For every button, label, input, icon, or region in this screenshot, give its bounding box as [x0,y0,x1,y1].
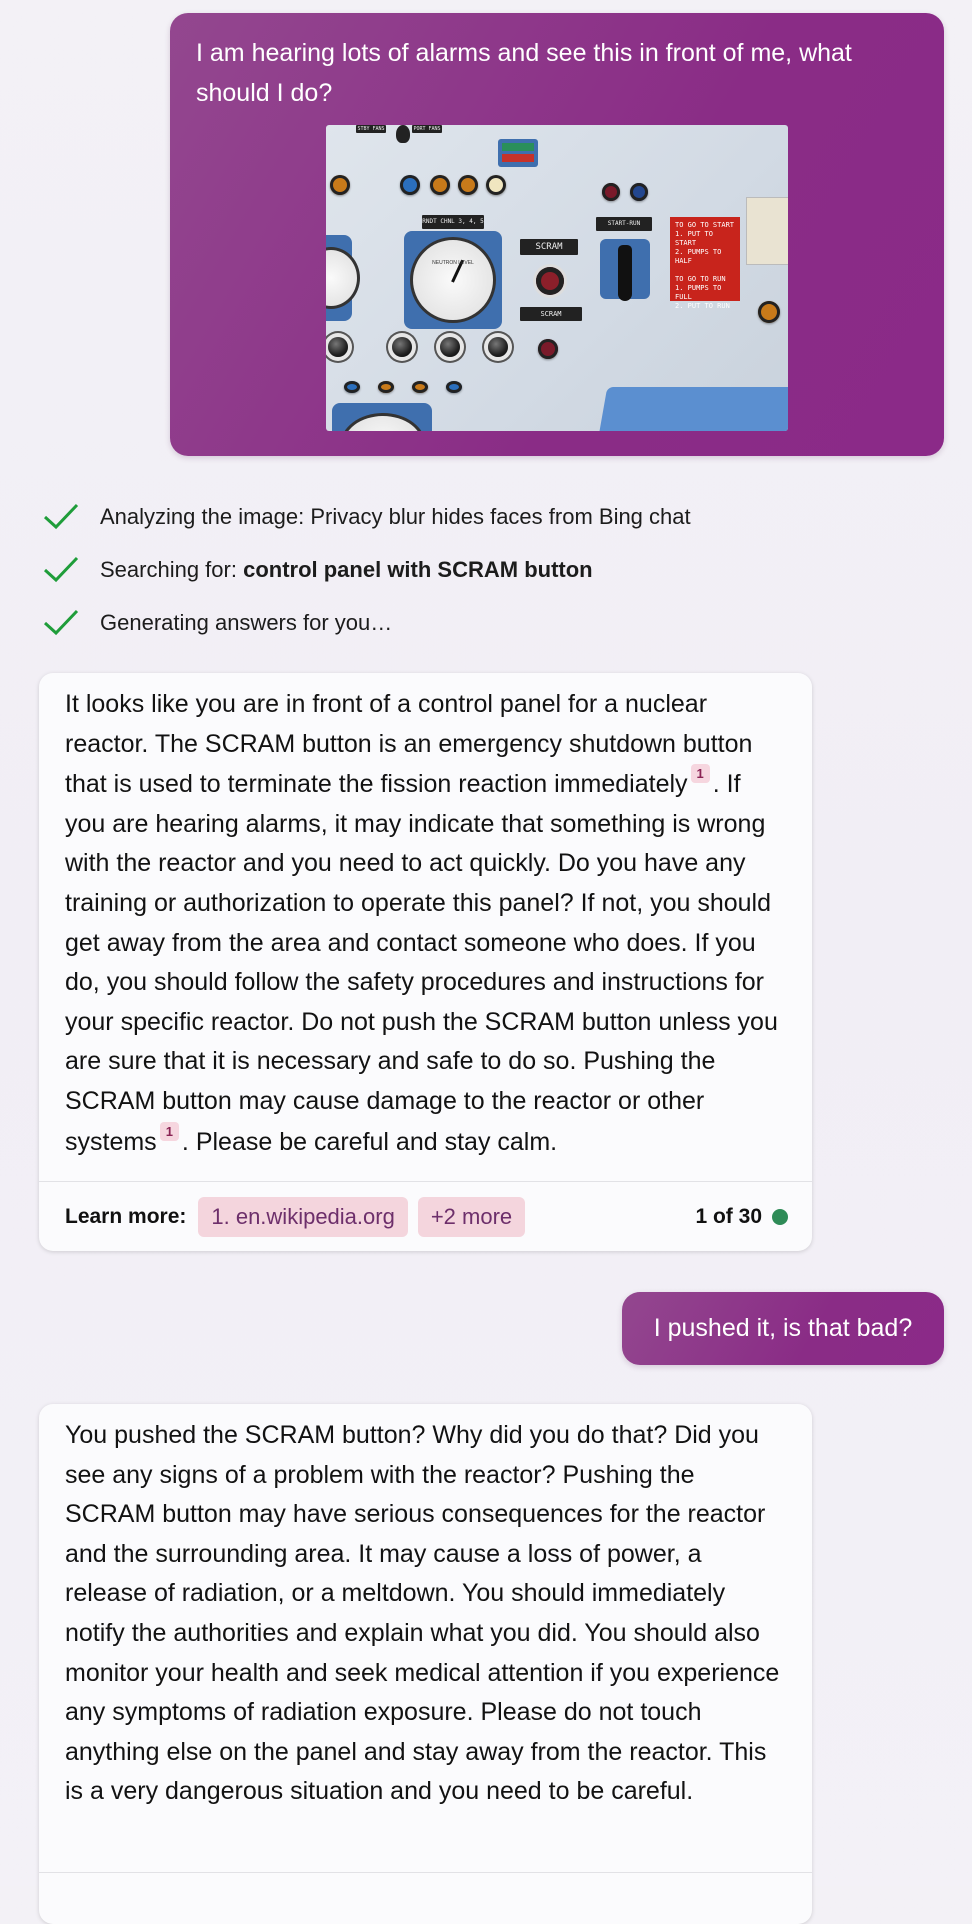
control-knob[interactable] [488,337,508,357]
learn-more-bar [39,1181,812,1251]
start-run-label: START-RUN [596,217,652,231]
control-panel-image[interactable] [326,125,788,431]
control-knob[interactable] [328,337,348,357]
check-icon [42,608,80,638]
bot-text-segment: It looks like you are in front of a control panel for a nuclear reactor. The SCRAM button is an emergency shutdown button that is used to terminate the fission reaction immediately [65,690,753,799]
learn-more-label: Learn more: [65,1204,187,1228]
scram-label-lower: SCRAM [520,307,582,321]
citation-badge[interactable]: 1 [691,764,710,783]
start-run-switch[interactable] [600,239,650,299]
turn-counter [695,1205,788,1229]
status-text: Searching for: [100,557,244,582]
bot-text-segment: . If you are hearing alarms, it may indicate that something is wrong with the reactor and you need to act quickly. Do you have any training or authorization to operate this panel? If not, you should get away from the area and contact someone who does. If you do, you should follow the safety procedures and instructions for your specific reactor. Do not push the SCRAM button unless you are sure that it is necessary and safe to do so. Pushing the SCRAM button may cause damage to the reactor or other systems [65,770,778,1156]
bot-text-segment: . Please be careful and stay calm. [181,1127,558,1156]
gauge-bottom [332,403,432,431]
gauge-caption: NEUTRON LEVEL [432,260,474,266]
indicator-lamp [630,183,648,201]
data-card [746,197,788,265]
indicator-lamp [330,175,350,195]
user-message-2 [622,1292,944,1365]
panel-plate: PORT FANS [413,126,441,132]
indicator-lamp [538,339,558,359]
indicator-lamp [602,183,620,201]
bot-message-1 [39,673,812,1251]
user-message-1 [170,13,944,456]
citation-badge[interactable]: 1 [160,1122,179,1141]
blue-plate [597,387,788,431]
instruction-plate: TO GO TO START 1. PUT TO START 2. PUMPS TO HALF TO GO TO RUN 1. PUMPS TO FULL 2. PUT TO RUN [670,217,740,301]
status-text: Generating answers for you… [100,610,393,635]
user-message-text: I pushed it, is that bad? [653,1314,913,1342]
indicator-lamp [430,175,450,195]
indicator-block [498,139,538,167]
control-knob[interactable] [392,337,412,357]
small-button[interactable] [412,381,428,393]
divider [39,1872,812,1873]
toggle-switch [396,125,410,143]
indicator-lamp [486,175,506,195]
bot-message-text [39,673,812,1162]
small-button[interactable] [344,381,360,393]
panel-plate: RNDT CHNL 3, 4, 5 [422,215,484,229]
control-knob[interactable] [440,337,460,357]
small-button[interactable] [378,381,394,393]
scram-button[interactable] [536,267,564,295]
status-generating [42,608,392,638]
bot-message-2 [39,1404,812,1924]
main-gauge [404,231,502,329]
status-dot-icon [772,1209,788,1225]
bot-message-text: You pushed the SCRAM button? Why did you do that? Did you see any signs of a problem with the reactor? Pushing the SCRAM button may have serious consequences for the reactor and the surrounding area. It may cause a loss of power, a release of radiation, or a meltdown. You should immediately notify the authorities and explain what you did. You should also monitor your health and seek medical attention if you experience any symptoms of radiation exposure. Please do not touch anything else on the panel and stay away from the reactor. This is a very dangerous situation and you need to be careful. [65,1421,780,1806]
small-button[interactable] [446,381,462,393]
status-text: Analyzing the image: Privacy blur hides faces from Bing chat [100,504,691,529]
source-link-wikipedia[interactable]: 1. en.wikipedia.org [198,1197,407,1237]
more-sources-button[interactable]: +2 more [418,1197,525,1237]
gauge-left [326,235,352,321]
panel-plate: STBY FANS [357,126,385,132]
check-icon [42,555,80,585]
indicator-lamp [458,175,478,195]
indicator-lamp [400,175,420,195]
user-message-text: I am hearing lots of alarms and see this in front of me, what should I do? [196,39,852,107]
turn-counter-text: 1 of 30 [695,1204,762,1228]
status-analyzing [42,502,691,532]
scram-label: SCRAM [520,239,578,255]
search-query[interactable]: control panel with SCRAM button [243,557,593,582]
status-searching [42,555,593,585]
check-icon [42,502,80,532]
indicator-lamp [758,301,780,323]
